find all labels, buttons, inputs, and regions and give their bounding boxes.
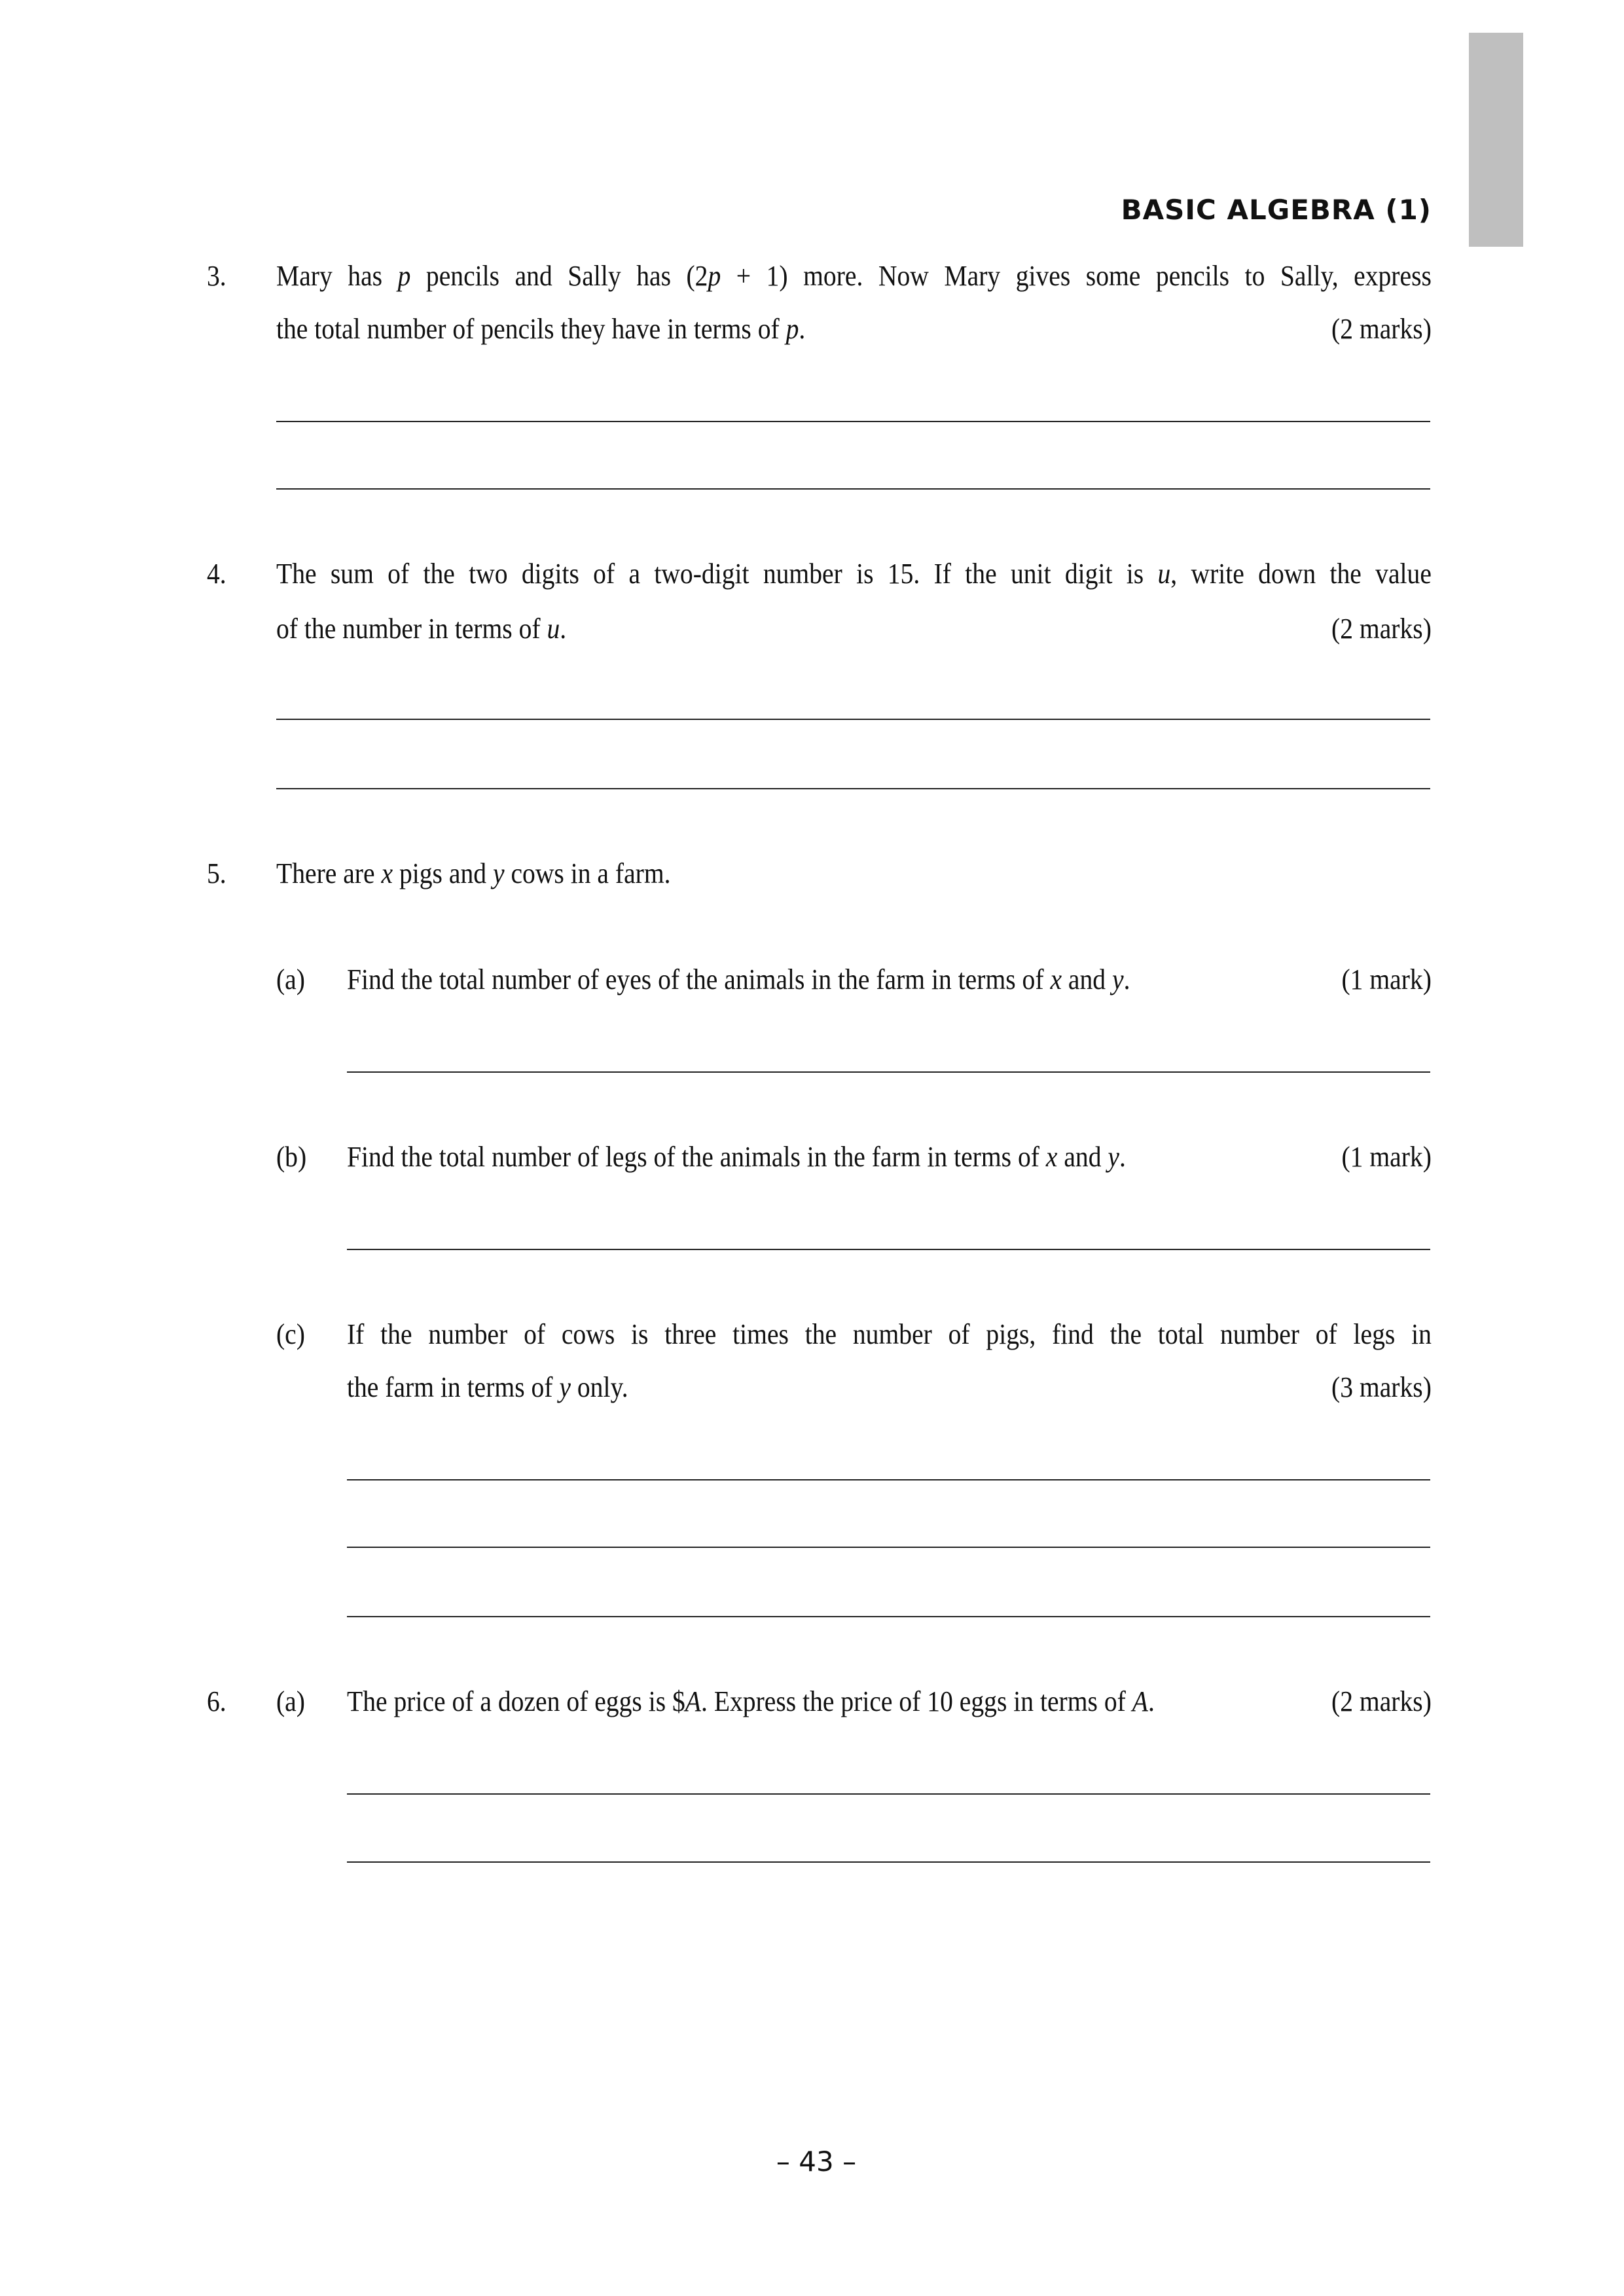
page-number: – 43 – [776, 2145, 857, 2178]
part-label: (b) [276, 1141, 307, 1173]
variable: y [492, 857, 505, 889]
marks: (2 marks) [1331, 1685, 1432, 1717]
question-text [276, 558, 1432, 590]
text-run: . [1119, 1141, 1126, 1173]
text-run: the total number of pencils they have in terms of [276, 313, 786, 345]
text-run: There are [276, 857, 382, 889]
answer-line[interactable] [347, 1479, 1430, 1480]
answer-line[interactable] [276, 421, 1430, 422]
question-number: 5. [207, 857, 226, 889]
text-run: . [1123, 963, 1130, 996]
marks: (3 marks) [1331, 1371, 1432, 1403]
text-run: , write down the value [1170, 558, 1432, 590]
question-text [276, 857, 1432, 890]
question-text [276, 260, 1432, 293]
answer-line[interactable] [347, 1071, 1430, 1073]
text-run: the farm in terms of [347, 1371, 560, 1403]
part-text [347, 1141, 1432, 1174]
text-run: only. [570, 1371, 628, 1403]
text-run: The price of a dozen of eggs is $ [347, 1685, 685, 1717]
text-run: + 1) more. Now Mary gives some pencils to Sally, express [721, 260, 1432, 292]
part-label: (a) [276, 963, 305, 996]
variable: A [1132, 1685, 1148, 1717]
chapter-header: BASIC ALGEBRA (1) [1121, 194, 1432, 226]
question-number: 4. [207, 558, 226, 590]
marks: (2 marks) [1331, 613, 1432, 645]
question-number: 6. [207, 1685, 226, 1717]
text-run: Find the total number of eyes of the animals in the farm in terms of [347, 963, 1051, 996]
answer-line[interactable] [347, 1547, 1430, 1548]
question-text [276, 313, 1432, 346]
text-run: . Express the price of 10 eggs in terms of [701, 1685, 1132, 1717]
text-run: . [560, 613, 567, 645]
variable: u [1157, 558, 1171, 590]
text-run: of the number in terms of [276, 613, 547, 645]
answer-line[interactable] [347, 1793, 1430, 1795]
variable: x [1045, 1141, 1058, 1173]
text-run: If the number of cows is three times the number of pigs, find the total number of legs in [347, 1318, 1432, 1350]
variable: y [1108, 1141, 1120, 1173]
answer-line[interactable] [276, 488, 1430, 490]
part-text [347, 1685, 1432, 1718]
text-run: Mary has [276, 260, 398, 292]
part-text [347, 1318, 1432, 1351]
variable: p [785, 313, 799, 345]
variable: y [1112, 963, 1124, 996]
text-run: The sum of the two digits of a two-digit number is 15. If the unit digit is [276, 558, 1158, 590]
question-number: 3. [207, 260, 226, 292]
variable: p [397, 260, 411, 292]
text-run: Find the total number of legs of the animals in the farm in terms of [347, 1141, 1046, 1173]
text-run: and [1057, 1141, 1108, 1173]
variable: p [708, 260, 721, 292]
text-run: . [1147, 1685, 1155, 1717]
marks: (2 marks) [1331, 313, 1432, 345]
question-text [276, 613, 1432, 645]
variable: x [1050, 963, 1062, 996]
variable: u [547, 613, 560, 645]
marks: (1 mark) [1341, 1141, 1432, 1173]
part-label: (c) [276, 1318, 305, 1350]
answer-line[interactable] [276, 719, 1430, 720]
text-run: and [1062, 963, 1113, 996]
variable: y [559, 1371, 571, 1403]
answer-line[interactable] [347, 1249, 1430, 1250]
answer-line[interactable] [347, 1616, 1430, 1617]
part-label: (a) [276, 1685, 305, 1717]
part-text [347, 1371, 1432, 1404]
text-run: pencils and Sally has (2 [410, 260, 708, 292]
answer-line[interactable] [276, 788, 1430, 789]
marks: (1 mark) [1341, 963, 1432, 996]
text-run: . [799, 313, 806, 345]
answer-line[interactable] [347, 1861, 1430, 1863]
text-run: pigs and [393, 857, 493, 889]
variable: A [685, 1685, 702, 1717]
text-run: cows in a farm. [504, 857, 671, 889]
chapter-tab-marker [1469, 33, 1523, 247]
variable: x [381, 857, 393, 889]
part-text [347, 963, 1432, 996]
